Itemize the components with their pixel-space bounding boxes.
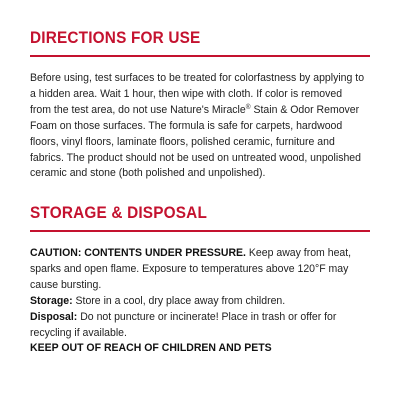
directions-text-part-1: Before using, test surfaces to be treated for colorfastness by applying to a hidden area. Wait 1 hour, then wipe with cloth. If color is removed from the test area, do not use Nature's Miracle xyxy=(30,72,365,116)
registered-trademark-mark: ® xyxy=(245,103,251,111)
directions-paragraph xyxy=(30,71,365,182)
directions-divider xyxy=(30,55,370,57)
caution-label: CAUTION: CONTENTS UNDER PRESSURE. xyxy=(30,247,246,259)
disposal-label: Disposal: xyxy=(30,310,78,323)
storage-label: Storage: xyxy=(30,294,73,307)
storage-disposal-divider xyxy=(30,230,370,232)
storage-line xyxy=(30,294,365,310)
caution-line xyxy=(30,246,365,294)
keep-away-warning-text: KEEP OUT OF REACH OF CHILDREN AND PETS xyxy=(30,342,272,355)
directions-text-part-2: Stain & Odor Remover Foam on those surfaces. The formula is safe for carpets, hardwood floors, vinyl floors, laminate floors, polished ceramic, furniture and fabrics. The product should not be used on untreated wood, unpolished ceramic and stone (both polished and unpolished). xyxy=(30,103,361,180)
keep-away-warning xyxy=(30,341,365,357)
disposal-text: Do not puncture or incinerate! Place in trash or offer for recycling if available. xyxy=(30,310,337,339)
storage-disposal-text xyxy=(30,246,365,357)
caution-text: Keep away from heat, sparks and open flame. Exposure to temperatures above 120°F may cause bursting. xyxy=(30,247,352,291)
storage-disposal-heading: STORAGE & DISPOSAL xyxy=(30,204,208,222)
storage-text: Store in a cool, dry place away from children. xyxy=(72,294,286,307)
disposal-line xyxy=(30,310,365,342)
directions-heading: DIRECTIONS FOR USE xyxy=(30,29,201,47)
directions-text xyxy=(30,71,365,182)
